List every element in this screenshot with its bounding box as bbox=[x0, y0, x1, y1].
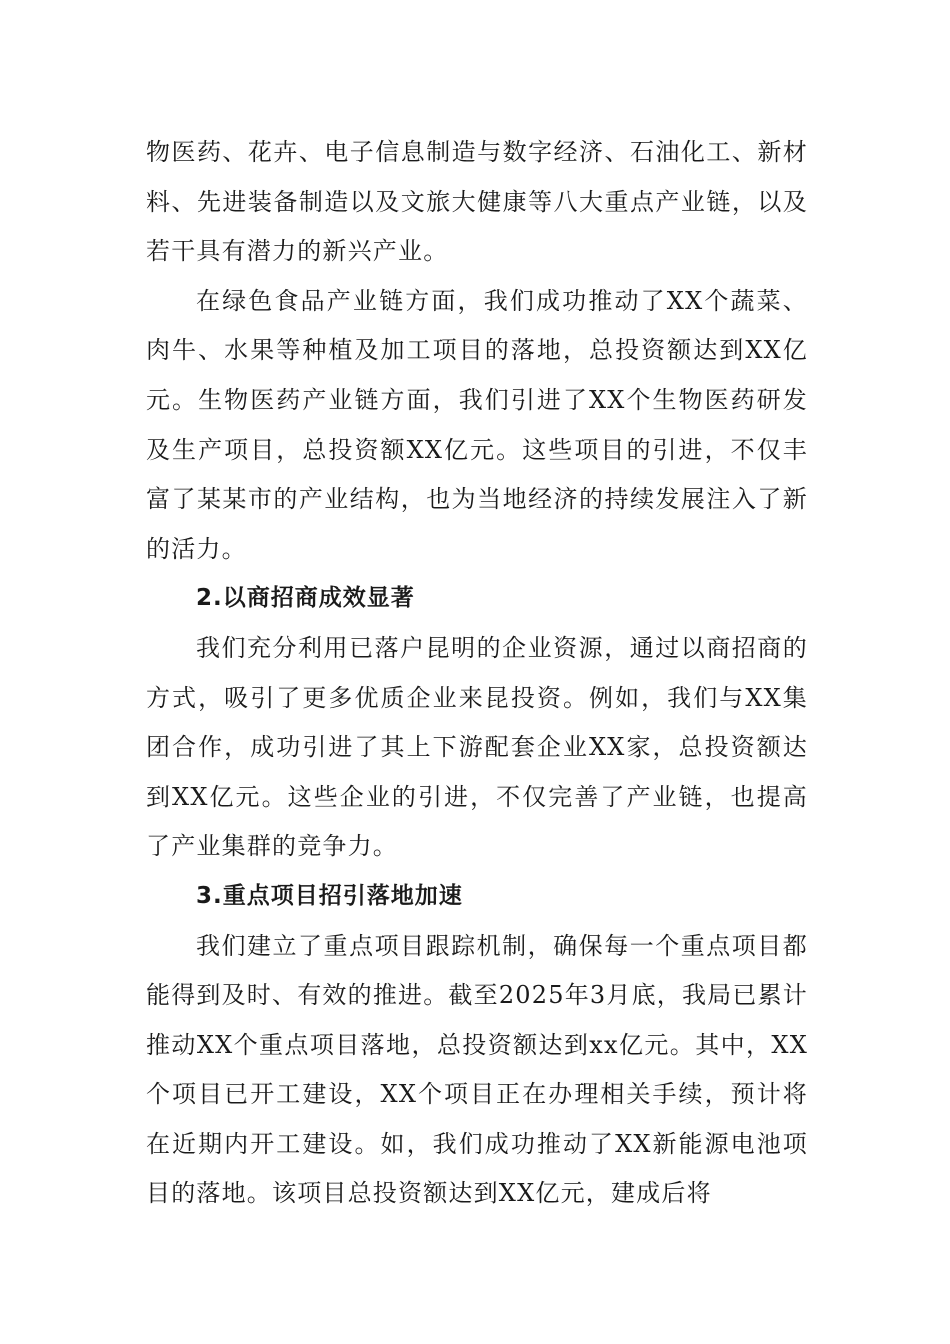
paragraph-green-food-biomedicine: 在绿色食品产业链方面，我们成功推动了XX个蔬菜、肉牛、水果等种植及加工项目的落地，总投资额达到XX亿元。生物医药产业链方面，我们引进了XX个生物医药研发及生产项目，总投资额XX亿元。这些项目的引进，不仅丰富了某某市的产业结构，也为当地经济的持续发展注入了新的活力。 bbox=[146, 286, 808, 563]
section-heading-2: 2.以商招商成效显著 bbox=[196, 585, 415, 612]
paragraph-industry-chains: 物医药、花卉、电子信息制造与数字经济、石油化工、新材料、先进装备制造以及文旅大健康等八大重点产业链，以及若干具有潜力的新兴产业。 bbox=[146, 138, 808, 266]
document-body bbox=[146, 128, 808, 1219]
paragraph-business-attraction: 我们充分利用已落户昆明的企业资源，通过以商招商的方式，吸引了更多优质企业来昆投资。例如，我们与XX集团合作，成功引进了其上下游配套企业XX家，总投资额达到XX亿元。这些企业的引进，不仅完善了产业链，也提高了产业集群的竞争力。 bbox=[146, 633, 808, 861]
paragraph-key-projects: 我们建立了重点项目跟踪机制，确保每一个重点项目都能得到及时、有效的推进。截至2025年3月底，我局已累计推动XX个重点项目落地，总投资额达到xx亿元。其中，XX个项目已开工建设，XX个项目正在办理相关手续，预计将在近期内开工建设。如，我们成功推动了XX新能源电池项目的落地。该项目总投资额达到XX亿元，建成后将 bbox=[146, 931, 808, 1208]
section-heading-3: 3.重点项目招引落地加速 bbox=[196, 882, 463, 909]
